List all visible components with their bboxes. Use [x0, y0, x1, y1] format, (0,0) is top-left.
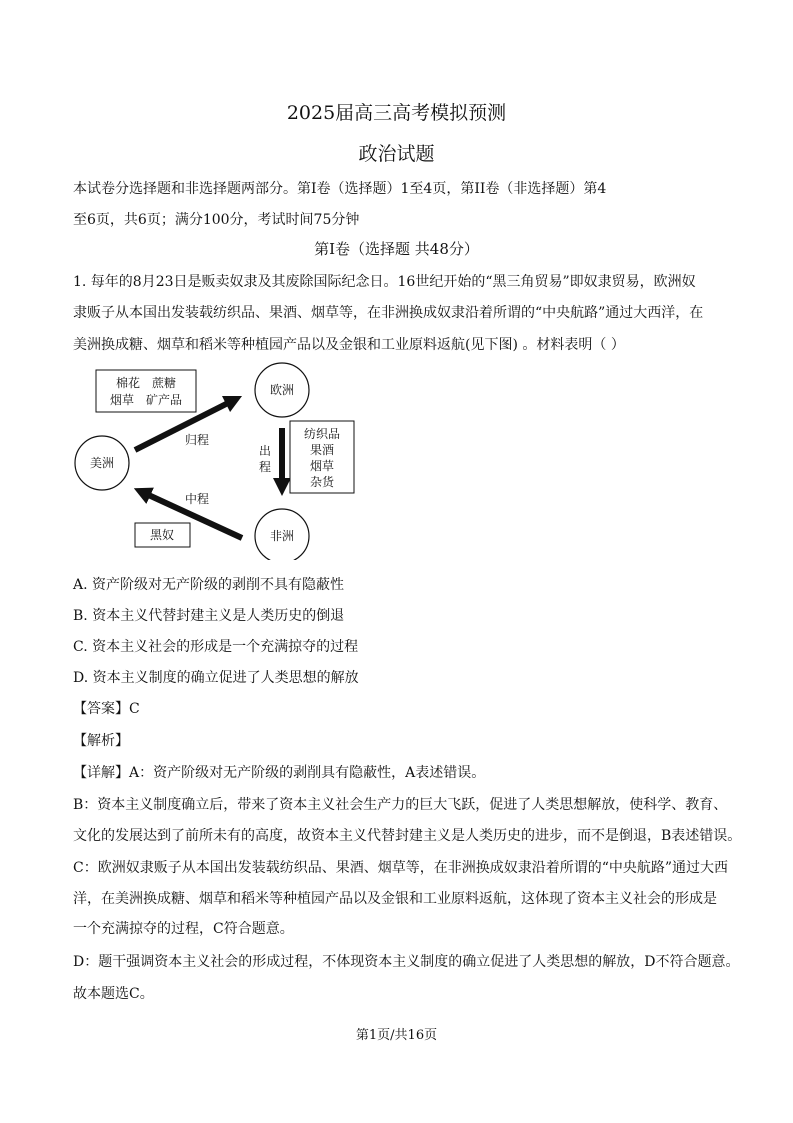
slaves-label: 黑奴 [149, 528, 175, 542]
outbound-goods-item: 纺织品 [303, 427, 341, 441]
outbound-goods-item: 杂货 [309, 475, 335, 489]
question-stem-line: 美洲换成糖、烟草和稻米等种植园产品以及金银和工业原料返航(见下图) 。材料表明（ ） [73, 337, 625, 353]
analysis-line: 洋，在美洲换成糖、烟草和稻米等种植园产品以及金银和工业原料返航，这体现了资本主义社会的形成是 [73, 891, 717, 907]
analysis-line: 一个充满掠夺的过程，C符合题意。 [73, 921, 294, 937]
analysis-line: 文化的发展达到了前所未有的高度，故资本主义代替封建主义是人类历史的进步，而不是倒退，B表述错误。 [73, 828, 742, 844]
america-label: 美洲 [89, 456, 115, 470]
return-goods-line: 烟草 矿产品 [109, 393, 183, 407]
analysis-line: B：资本主义制度确立后，带来了资本主义社会生产力的巨大飞跃，促进了人类思想解放，使科学、教育、 [73, 797, 728, 813]
section-heading: 第I卷（选择题 共48分） [314, 240, 479, 258]
question-stem-line: 隶贩子从本国出发装载纺织品、果酒、烟草等，在非洲换成奴隶沿着所谓的“中央航路”通过大西洋，在 [73, 305, 704, 321]
page-subtitle: 政治试题 [358, 143, 435, 165]
option-a: A. 资产阶级对无产阶级的剥削不具有隐蔽性 [73, 577, 345, 593]
outbound-goods-item: 烟草 [309, 459, 335, 473]
page-number: 第1页/共16页 [355, 1028, 438, 1043]
intro-line: 本试卷分选择题和非选择题两部分。第I卷（选择题）1至4页，第II卷（非选择题）第4 [73, 181, 607, 197]
analysis-line: D：题干强调资本主义社会的形成过程，不体现资本主义制度的确立促进了人类思想的解放，D不符合题意。 [73, 954, 740, 970]
intro-line: 至6页，共6页；满分100分，考试时间75分钟 [73, 212, 360, 228]
analysis-line: 【详解】A：资产阶级对无产阶级的剥削具有隐蔽性，A表述错误。 [73, 765, 486, 781]
europe-label: 欧洲 [269, 383, 295, 397]
analysis-label: 【解析】 [73, 733, 129, 749]
option-c: C. 资本主义社会的形成是一个充满掠夺的过程 [73, 639, 359, 655]
page-title: 2025届高三高考模拟预测 [286, 102, 507, 124]
option-d: D. 资本主义制度的确立促进了人类思想的解放 [73, 670, 359, 686]
middle-route-label: 中程 [184, 492, 210, 506]
analysis-line: C：欧洲奴隶贩子从本国出发装载纺织品、果酒、烟草等，在非洲换成奴隶沿着所谓的“中央航路”通过大西 [73, 860, 729, 876]
return-route-label: 归程 [184, 433, 210, 447]
outbound-goods-item: 果酒 [309, 443, 335, 457]
answer-label: 【答案】C [73, 701, 140, 717]
analysis-line: 故本题选C。 [73, 986, 154, 1002]
africa-label: 非洲 [269, 529, 295, 543]
option-b: B. 资本主义代替封建主义是人类历史的倒退 [73, 608, 345, 624]
outbound-route-label: 程 [258, 460, 272, 474]
triangle-trade-diagram [72, 360, 372, 560]
outbound-route-label: 出 [258, 444, 272, 458]
question-stem-line: 1. 每年的8月23日是贩卖奴隶及其废除国际纪念日。16世纪开始的“黑三角贸易”即奴隶贸易，欧洲奴 [73, 274, 696, 290]
return-goods-line: 棉花 蔗糖 [115, 376, 177, 390]
